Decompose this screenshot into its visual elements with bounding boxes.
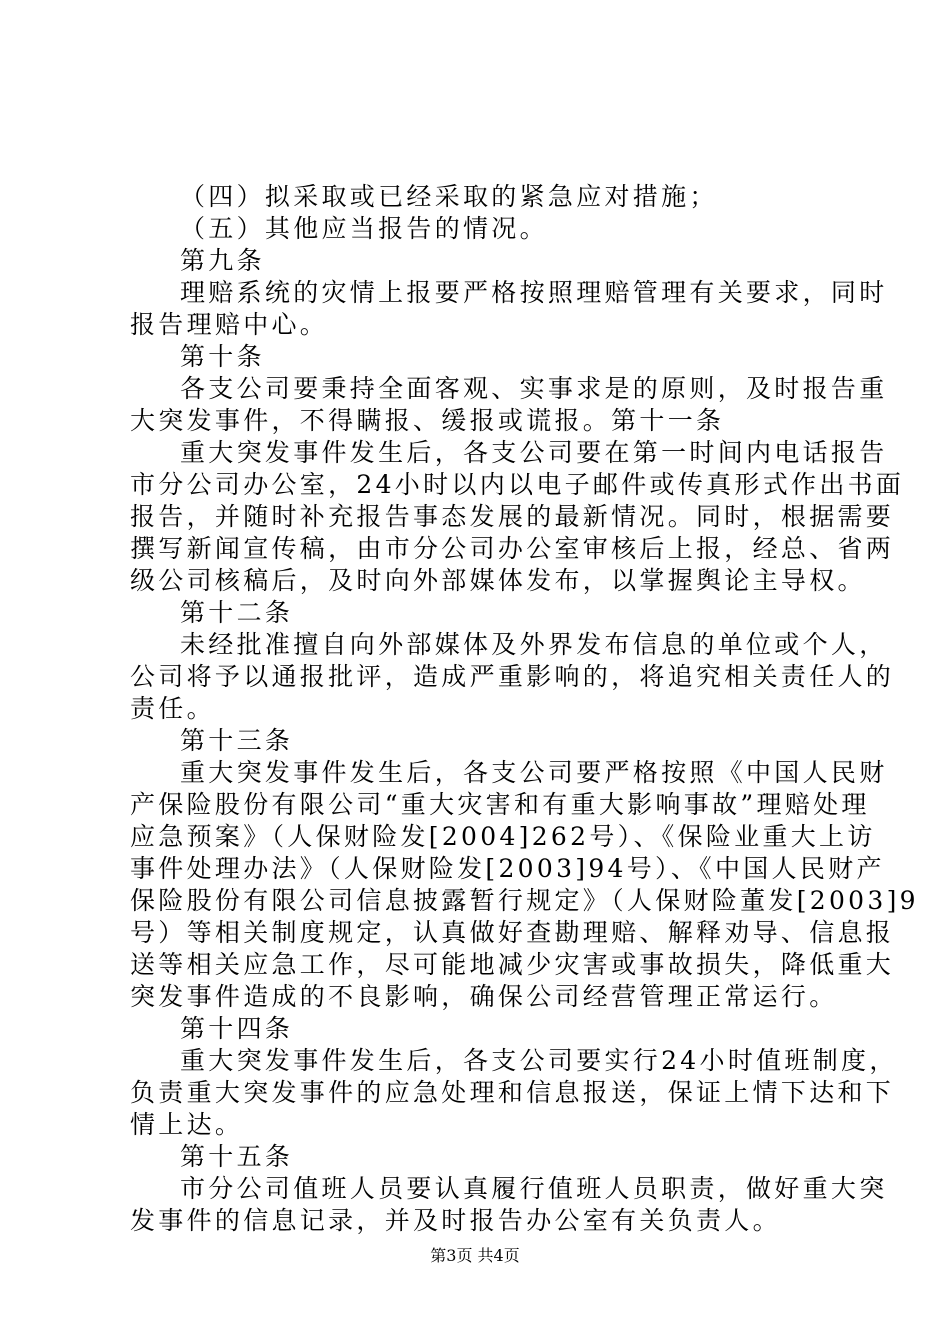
paragraph-line: 号）等相关制度规定，认真做好查勘理赔、解释劝导、信息报 [130,918,895,947]
paragraph-line: 级公司核稿后，及时向外部媒体发布，以掌握舆论主导权。 [130,566,866,595]
paragraph-line: 发事件的信息记录，并及时报告办公室有关负责人。 [130,1206,781,1235]
paragraph-line: 各支公司要秉持全面客观、实事求是的原则，及时报告重 [180,374,888,403]
paragraph-line: （四）拟采取或已经采取的紧急应对措施； [180,182,718,211]
paragraph-line: 撰写新闻宣传稿，由市分公司办公室审核后上报，经总、省两 [130,534,895,563]
paragraph-line: 市分公司办公室，24小时以内以电子邮件或传真形式作出书面 [130,470,905,499]
paragraph-line: 保险股份有限公司信息披露暂行规定》（人保财险董发[2003]9 [130,886,919,915]
paragraph-line: 市分公司值班人员要认真履行值班人员职责，做好重大突 [180,1174,888,1203]
paragraph-line: 责任。 [130,694,215,723]
paragraph-line: 突发事件造成的不良影响，确保公司经营管理正常运行。 [130,982,838,1011]
paragraph-line: 重大突发事件发生后，各支公司要严格按照《中国人民财 [180,758,888,787]
paragraph-line: 产保险股份有限公司“重大灾害和有重大影响事故”理赔处理 [130,790,870,819]
article-heading: 第十四条 [180,1014,294,1043]
article-heading: 第十二条 [180,598,294,627]
paragraph-line: 应急预案》（人保财险发[2004]262号）、《保险业重大上访 [130,822,876,851]
paragraph-line: 未经批准擅自向外部媒体及外界发布信息的单位或个人， [180,630,888,659]
paragraph-line: 事件处理办法》（人保财险发[2003]94号）、《中国人民财产 [130,854,885,883]
paragraph-line: 报告理赔中心。 [130,310,329,339]
paragraph-line: 报告，并随时补充报告事态发展的最新情况。同时，根据需要 [130,502,895,531]
paragraph-line: 重大突发事件发生后，各支公司要实行24小时值班制度， [180,1046,898,1075]
paragraph-line: 理赔系统的灾情上报要严格按照理赔管理有关要求，同时 [180,278,888,307]
paragraph-line: （五）其他应当报告的情况。 [180,214,548,243]
paragraph-line: 送等相关应急工作，尽可能地减少灾害或事故损失，降低重大 [130,950,895,979]
paragraph-line: 重大突发事件发生后，各支公司要在第一时间内电话报告 [180,438,888,467]
page-footer: 第3页 共4页 [430,1246,520,1265]
article-heading: 第十三条 [180,726,294,755]
paragraph-line: 情上达。 [130,1110,244,1139]
article-heading: 第十条 [180,342,265,371]
paragraph-line: 大突发事件，不得瞒报、缓报或谎报。第十一条 [130,406,725,435]
paragraph-line: 负责重大突发事件的应急处理和信息报送，保证上情下达和下 [130,1078,895,1107]
article-heading: 第十五条 [180,1142,294,1171]
article-heading: 第九条 [180,246,265,275]
paragraph-line: 公司将予以通报批评，造成严重影响的，将追究相关责任人的 [130,662,895,691]
